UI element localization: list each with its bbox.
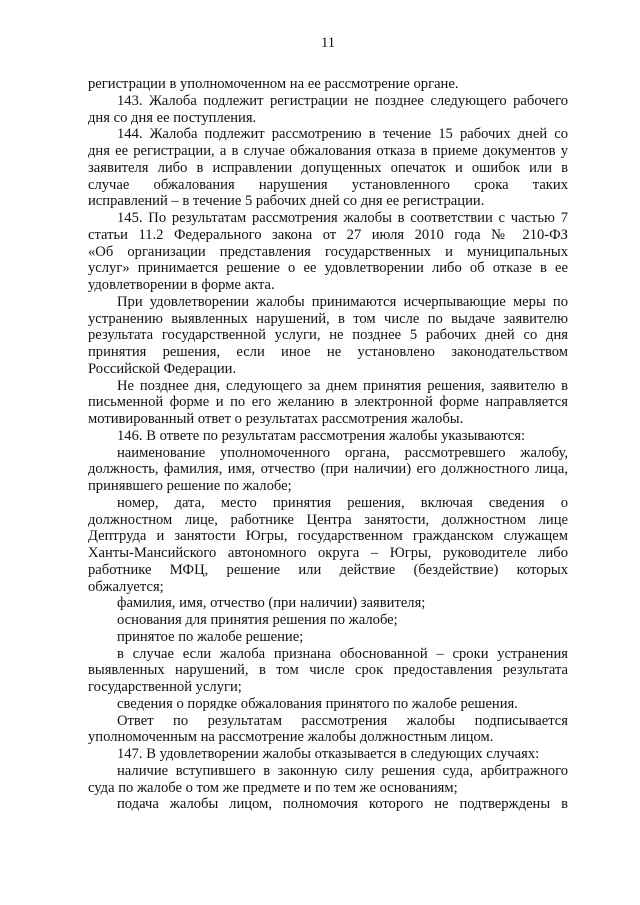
text-line: 144. Жалоба подлежит рассмотрению в течение 15 рабочих дней со [117,126,568,143]
text-line: При удовлетворении жалобы принимаются исчерпывающие меры по [117,293,568,310]
text-line: регистрации в уполномоченном на ее рассмотрение органе. [88,76,459,92]
text-line: 145. По результатам рассмотрения жалобы в соответствии с частью 7 [117,210,568,226]
paragraph [88,696,568,713]
text-line: устранению выявленных нарушений, в том числе по выдаче заявителю [88,310,568,327]
text-line: основания для принятия решения по жалобе; [117,612,398,628]
paragraph [88,646,568,696]
text-line: принявшего решение по жалобе; [88,478,292,494]
text-line: 146. В ответе по результатам рассмотрения жалобы указываются: [117,427,526,444]
text-line: Не позднее дня, следующего за днем принятия решения, заявителю в [117,377,568,394]
text-line: Дептруда и занятости Югры, государственном гражданском служащем [88,528,568,545]
text-line: Ханты-Мансийского автономного округа – Югры, руководителе либо [88,545,568,561]
paragraph [88,76,568,93]
text-line: принятия решения, если иное не установлено законодательством [88,344,568,360]
paragraph [88,713,568,747]
paragraph [88,495,568,596]
text-line: Российской Федерации. [88,360,237,377]
text-line: в случае если жалоба признана обоснованной – сроки устранения [117,645,568,662]
paragraph [88,93,568,127]
text-line: случае обжалования нарушения установленного срока таких [88,176,568,193]
paragraph [88,763,568,797]
text-line: дня со дня ее поступления. [88,109,257,126]
paragraph [88,595,568,612]
paragraph [88,126,568,210]
paragraph [88,378,568,428]
text-line: мотивированный ответ о результатах рассмотрения жалобы. [88,411,464,427]
text-line: подача жалобы лицом, полномочия которого не подтверждены в [117,796,568,813]
paragraph [88,210,568,294]
text-line: наличие вступившего в законную силу решения суда, арбитражного [117,762,568,779]
text-line: уполномоченным на рассмотрение жалобы должностным лицом. [88,729,494,746]
document-body [88,76,568,813]
page-number: 11 [320,35,336,51]
text-line: 143. Жалоба подлежит регистрации не позднее следующего рабочего [117,92,568,109]
paragraph [88,428,568,445]
text-line: письменной форме и по его желанию в электронной форме направляется [88,394,568,411]
text-line: сведения о порядке обжалования принятого по жалобе решения. [117,695,518,712]
text-line: удовлетворении в форме акта. [88,277,275,293]
text-line: должность, фамилия, имя, отчество (при наличии) его должностного лица, [88,461,568,478]
text-line: «Об организации представления государственных и муниципальных [88,243,568,260]
text-line: работнике МФЦ, решение или действие (бездействие) которых [88,561,568,578]
text-line: статьи 11.2 Федерального закона от 27 июля 2010 года № 210-ФЗ [88,226,568,243]
text-line: Ответ по результатам рассмотрения жалобы подписывается [117,712,568,729]
text-line: результата государственной услуги, не позднее 5 рабочих дней со дня [88,327,568,344]
paragraph [88,612,568,629]
text-line: фамилия, имя, отчество (при наличии) заявителя; [117,595,426,612]
text-line: обжалуется; [88,578,164,595]
paragraph [88,746,568,763]
paragraph [88,294,568,378]
paragraph [88,445,568,495]
text-line: 147. В удовлетворении жалобы отказывается в следующих случаях: [117,746,540,762]
text-line: услуг» принимается решение о ее удовлетворении либо об отказе в ее [88,260,568,277]
text-line: исправлений – в течение 5 рабочих дней со дня ее регистрации. [88,193,485,210]
text-line: выявленных нарушений, в том числе срок предоставления результата [88,662,568,679]
text-line: государственной услуги; [88,679,242,695]
text-line: должностном лице, работнике Центра занятости, должностном лице [88,511,568,528]
text-line: наименование уполномоченного органа, рассмотревшего жалобу, [117,444,568,461]
paragraph [88,629,568,646]
paragraph [88,796,568,813]
text-line: принятое по жалобе решение; [117,628,304,645]
text-line: дня ее регистрации, а в случае обжалования отказа в приеме документов у [88,143,568,159]
text-line: номер, дата, место принятия решения, включая сведения о [117,494,568,511]
text-line: заявителя либо в исправлении допущенных опечаток и ошибок или в [88,159,568,176]
text-line: суда по жалобе о том же предмете и по тем же основаниям; [88,779,458,796]
